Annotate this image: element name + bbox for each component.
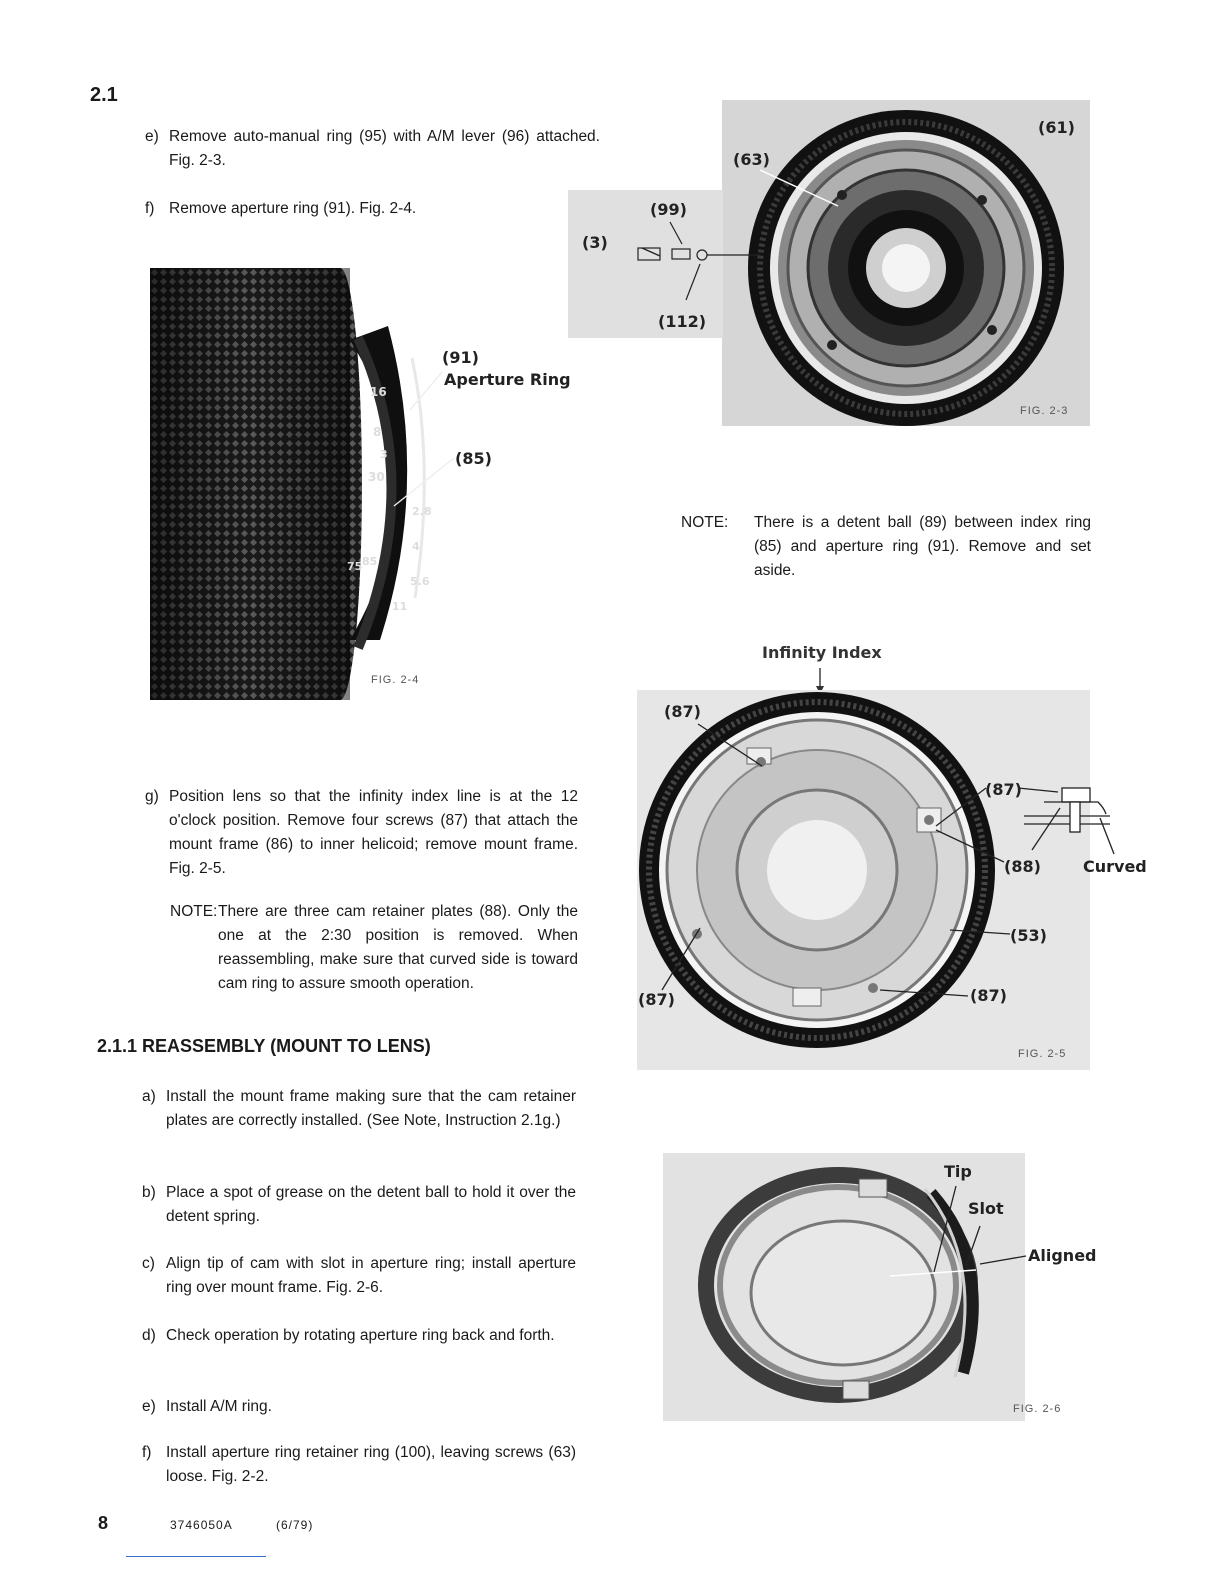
step-label: d) bbox=[142, 1327, 156, 1344]
callout-curved: Curved bbox=[1083, 857, 1147, 876]
aperture-scale-4: 4 bbox=[412, 540, 420, 553]
fig-2-3-label: FIG. 2-3 bbox=[1020, 405, 1069, 417]
reassembly-step-b bbox=[142, 1181, 576, 1229]
reassembly-step-d bbox=[142, 1324, 576, 1348]
note-label: NOTE: bbox=[681, 514, 729, 531]
section-number: 2.1 bbox=[90, 84, 118, 106]
callout-63: (63) bbox=[733, 150, 770, 169]
step-label: f) bbox=[142, 1444, 152, 1461]
fig-2-6-label: FIG. 2-6 bbox=[1013, 1403, 1062, 1415]
fig-2-5-leader-lines bbox=[640, 700, 1140, 1020]
step-text: Install the mount frame making sure that the cam retainer plates are correctly installed. (See Note, Instruction 2.1g.) bbox=[166, 1088, 576, 1129]
note-text: There are three cam retainer plates (88). Only the one at the 2:30 position is removed. When reassembling, make sure that curved side is toward cam ring to assure smooth operation. bbox=[218, 903, 578, 992]
doc-date: (6/79) bbox=[276, 1518, 314, 1532]
callout-3: (3) bbox=[582, 233, 608, 252]
step-label: a) bbox=[142, 1088, 156, 1105]
step-text: Position lens so that the infinity index line is at the 12 o'clock position. Remove four screws (87) that attach the mount frame (86) to inner helicoid; remove mount frame. Fig. 2-5. bbox=[169, 788, 578, 877]
step-text: Remove aperture ring (91). Fig. 2-4. bbox=[169, 200, 417, 217]
reassembly-heading: 2.1.1 REASSEMBLY (MOUNT TO LENS) bbox=[97, 1036, 431, 1056]
page-number: 8 bbox=[98, 1513, 109, 1533]
step-text: Check operation by rotating aperture ring back and forth. bbox=[166, 1327, 555, 1344]
step-label: f) bbox=[145, 200, 155, 217]
step-text: Remove auto-manual ring (95) with A/M lever (96) attached. Fig. 2-3. bbox=[169, 128, 600, 169]
fig-2-5-label: FIG. 2-5 bbox=[1018, 1048, 1067, 1060]
callout-99: (99) bbox=[650, 200, 687, 219]
callout-87-right: (87) bbox=[985, 780, 1022, 799]
reassembly-step-c bbox=[142, 1252, 576, 1300]
step-label: e) bbox=[142, 1398, 156, 1415]
step-e-top bbox=[145, 125, 600, 173]
callout-87-bottom: (87) bbox=[970, 986, 1007, 1005]
focal-85: 85 bbox=[362, 555, 378, 568]
callout-aligned: Aligned bbox=[1028, 1246, 1097, 1265]
fig-2-5-title: Infinity Index bbox=[762, 643, 882, 662]
note-text: There is a detent ball (89) between index ring (85) and aperture ring (91). Remove and set aside. bbox=[754, 514, 1091, 579]
fig-2-3-leader-lines bbox=[600, 150, 860, 330]
callout-53: (53) bbox=[1010, 926, 1047, 945]
focal-75: 75 bbox=[347, 560, 363, 573]
aperture-scale-11: 11 bbox=[392, 600, 408, 613]
callout-slot: Slot bbox=[968, 1199, 1004, 1218]
callout-91: (91) bbox=[442, 348, 479, 367]
step-text: Place a spot of grease on the detent ball to hold it over the detent spring. bbox=[166, 1184, 576, 1225]
step-label: g) bbox=[145, 788, 159, 805]
step-label: b) bbox=[142, 1184, 156, 1201]
aperture-scale-5-6: 5.6 bbox=[410, 575, 430, 588]
fig-2-4-label: FIG. 2-4 bbox=[371, 674, 420, 686]
step-label: c) bbox=[142, 1255, 155, 1272]
footer-rule bbox=[126, 1556, 266, 1557]
callout-tip: Tip bbox=[944, 1162, 972, 1181]
callout-88: (88) bbox=[1004, 857, 1041, 876]
step-label: e) bbox=[145, 128, 159, 145]
callout-85: (85) bbox=[455, 449, 492, 468]
callout-87-top: (87) bbox=[664, 702, 701, 721]
note-label: NOTE: bbox=[170, 903, 218, 920]
distance-scale-3: 3 bbox=[380, 448, 388, 461]
doc-number: 3746050A bbox=[170, 1518, 233, 1532]
note-detent-ball bbox=[681, 511, 1091, 583]
reassembly-step-f bbox=[142, 1441, 576, 1489]
step-text: Install A/M ring. bbox=[166, 1398, 272, 1415]
fig-2-6-leader-lines bbox=[880, 1180, 1030, 1290]
step-f-top bbox=[145, 197, 600, 221]
step-text: Install aperture ring retainer ring (100), leaving screws (63) loose. Fig. 2-2. bbox=[166, 1444, 576, 1485]
step-text: Align tip of cam with slot in aperture ring; install aperture ring over mount frame. Fig. 2-6. bbox=[166, 1255, 576, 1296]
aperture-scale-2-8: 2.8 bbox=[412, 505, 432, 518]
callout-87-left: (87) bbox=[638, 990, 675, 1009]
callout-aperture-ring: Aperture Ring bbox=[444, 370, 571, 389]
step-g bbox=[145, 785, 578, 881]
callout-112: (112) bbox=[658, 312, 707, 331]
distance-scale-30: 30 bbox=[368, 470, 385, 484]
aperture-scale-8: 8 bbox=[373, 425, 382, 439]
note-cam-retainer bbox=[170, 900, 578, 996]
aperture-scale-16: 16 bbox=[370, 385, 387, 399]
reassembly-step-a bbox=[142, 1085, 576, 1133]
fig-2-4-leader-lines bbox=[390, 360, 460, 520]
reassembly-step-e bbox=[142, 1395, 576, 1419]
callout-61: (61) bbox=[1038, 118, 1075, 137]
